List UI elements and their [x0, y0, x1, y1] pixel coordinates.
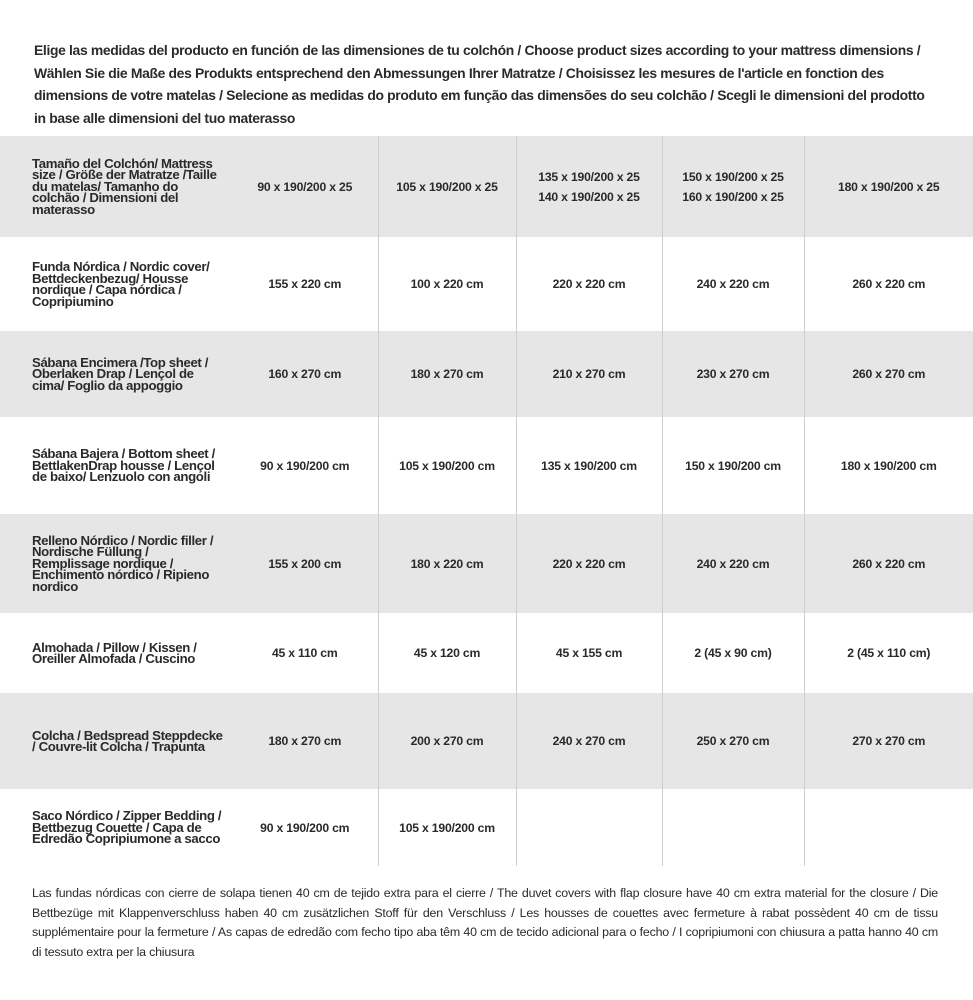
- row-label: Sábana Bajera / Bottom sheet / BettlakenDrap housse / Lençol de baixo/ Lenzuolo con angoli: [32, 446, 215, 485]
- row-value: 220 x 220 cm: [516, 237, 662, 331]
- table-row: [0, 613, 973, 693]
- row-value: 240 x 220 cm: [662, 514, 804, 613]
- header-col-3-line-2: 140 x 190/200 x 25: [538, 189, 640, 204]
- row-value: 45 x 120 cm: [378, 613, 516, 693]
- row-value: 260 x 220 cm: [804, 514, 973, 613]
- row-value: [516, 789, 662, 866]
- size-table: [0, 136, 973, 866]
- row-label: Funda Nórdica / Nordic cover/ Bettdeckenbezug/ Housse nordique / Capa nórdica / Copripiumino: [32, 259, 210, 309]
- row-value: 90 x 190/200 cm: [260, 458, 350, 473]
- row-value: 230 x 270 cm: [662, 331, 804, 417]
- row-label: Colcha / Bedspread Steppdecke / Couvre-lit Colcha / Trapunta: [0, 693, 232, 789]
- row-value: 260 x 220 cm: [804, 237, 973, 331]
- header-col-5: 180 x 190/200 x 25: [804, 136, 973, 237]
- footnote: Las fundas nórdicas con cierre de solapa tienen 40 cm de tejido extra para el cierre / The duvet covers with flap closure have 40 cm extra material for the closure / Die Bettbezüge mit Klappenverschluss haben 40 cm zusätzlichen Stoff für den Verschluss / Les housses de couettes avec fermeture à rabat possèdent 40 cm de tissu supplémentaire pour la fermeture / As capas de edredão com fecho tipo aba têm 40 cm de tecido adicional para o fecho / I copripiumoni con chiusura a patta hanno 40 cm di tessuto extra per la chiusura: [32, 886, 938, 959]
- row-label: Saco Nórdico / Zipper Bedding / Bettbezug Couette / Capa de Edredão Copripiumone a sacco: [32, 808, 222, 847]
- row-value: 2 (45 x 110 cm): [804, 613, 973, 693]
- row-label: Almohada / Pillow / Kissen / Oreiller Almofada / Cuscino: [32, 639, 197, 666]
- row-value: 105 x 190/200 cm: [378, 417, 516, 514]
- row-value: 180 x 190/200 cm: [804, 417, 973, 514]
- row-value: 100 x 220 cm: [378, 237, 516, 331]
- row-value: 90 x 190/200 cm: [260, 820, 350, 835]
- row-value: 250 x 270 cm: [662, 693, 804, 789]
- row-value: 210 x 270 cm: [516, 331, 662, 417]
- row-value: 200 x 270 cm: [378, 693, 516, 789]
- row-value: 105 x 190/200 cm: [378, 789, 516, 866]
- header-col-4-line-2: 160 x 190/200 x 25: [682, 189, 784, 204]
- row-label: Sábana Encimera /Top sheet / Oberlaken Drap / Lençol de cima/ Foglio da appoggio: [0, 331, 232, 417]
- row-value: 45 x 155 cm: [516, 613, 662, 693]
- row-value: 135 x 190/200 cm: [516, 417, 662, 514]
- row-value: 180 x 270 cm: [232, 693, 378, 789]
- intro-text: Elige las medidas del producto en función de las dimensiones de tu colchón / Choose product sizes according to your mattress dimensions / Wählen Sie die Maße des Produkts entsprechend den Abmessungen Ihrer Matratze / Choisissez les mesures de l'article en fonction des dimensions de votre matelas / Selecione as medidas do produto em função das dimensões do seu colchão / Scegli le dimensioni del prodotto in base alle dimensioni del tuo materasso: [34, 43, 925, 127]
- table-row: [0, 417, 973, 514]
- table-row: [0, 789, 973, 866]
- row-value: 240 x 220 cm: [662, 237, 804, 331]
- row-value: 220 x 220 cm: [516, 514, 662, 613]
- row-value: 45 x 110 cm: [271, 646, 338, 660]
- header-col-2: 105 x 190/200 x 25: [378, 136, 516, 237]
- header-col-4: [662, 136, 804, 237]
- row-label: Relleno Nórdico / Nordic filler / Nordische Füllung / Remplissage nordique / Enchimento nórdico / Ripieno nordico: [0, 514, 232, 613]
- row-value: 240 x 270 cm: [516, 693, 662, 789]
- row-value: 180 x 270 cm: [378, 331, 516, 417]
- row-value: 270 x 270 cm: [804, 693, 973, 789]
- header-col-3: [516, 136, 662, 237]
- row-value: 155 x 200 cm: [232, 514, 378, 613]
- table-row: [0, 331, 973, 417]
- row-value: 2 (45 x 90 cm): [662, 613, 804, 693]
- header-label: Tamaño del Colchón/ Mattress size / Größe der Matratze /Taille du matelas/ Tamanho do colchão / Dimensioni del materasso: [0, 136, 232, 237]
- row-value: 180 x 220 cm: [378, 514, 516, 613]
- header-col-1: 90 x 190/200 x 25: [232, 136, 378, 237]
- row-value: 160 x 270 cm: [232, 331, 378, 417]
- table-row: [0, 514, 973, 613]
- header-col-4-line-1: 150 x 190/200 x 25: [682, 169, 784, 184]
- table-row: [0, 237, 973, 331]
- header-col-3-line-1: 135 x 190/200 x 25: [538, 169, 640, 184]
- row-value: [662, 789, 804, 866]
- row-value: 155 x 220 cm: [268, 277, 342, 291]
- row-value: 150 x 190/200 cm: [662, 417, 804, 514]
- row-value: 260 x 270 cm: [804, 331, 973, 417]
- table-row: [0, 693, 973, 789]
- header-row: [0, 136, 973, 237]
- row-value: [804, 789, 973, 866]
